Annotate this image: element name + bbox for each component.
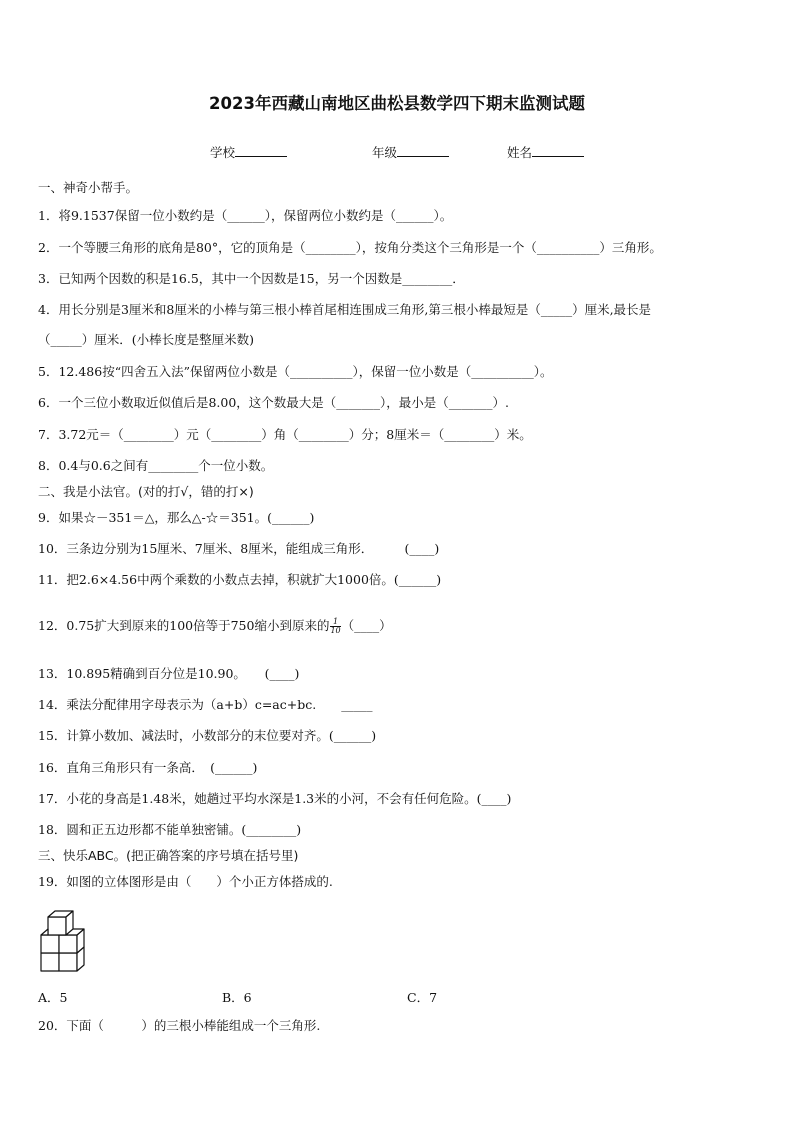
option-c[interactable]: C．7: [407, 990, 438, 1005]
school-field: [210, 143, 287, 161]
question-13: 13．10.895精确到百分位是10.90。 (____): [38, 666, 300, 681]
question-14: 14．乘法分配律用字母表示为（a+b）c=ac+bc. _____: [38, 697, 373, 712]
question-16: 16．直角三角形只有一条高． (______): [38, 760, 258, 775]
section-2-heading: 二、我是小法官。(对的打√，错的打×): [38, 484, 254, 499]
question-1: 1．将9.1537保留一位小数约是（______），保留两位小数约是（______）。: [38, 208, 453, 223]
name-label: 姓名: [507, 145, 533, 160]
name-field: [507, 143, 584, 161]
question-12: [38, 618, 392, 635]
question-8: 8．0.4与0.6之间有________个一位小数。: [38, 458, 274, 473]
grade-field: [372, 143, 449, 161]
fraction-one-tenth: [330, 618, 340, 635]
grade-blank[interactable]: [397, 144, 449, 157]
fraction-denominator: 10: [330, 626, 341, 635]
question-17: 17．小花的身高是1.48米，她趟过平均水深是1.3米的小河，不会有任何危险。(____): [38, 791, 512, 806]
school-label: 学校: [210, 145, 236, 160]
question-18: 18．圆和正五边形都不能单独密铺。(________): [38, 822, 302, 837]
question-15: 15．计算小数加、减法时，小数部分的末位要对齐。(______): [38, 728, 377, 743]
school-blank[interactable]: [235, 144, 287, 157]
question-19: 19．如图的立体图形是由（ ）个小正方体搭成的.: [38, 874, 333, 889]
question-7: 7．3.72元＝（________）元（________）角（________）分；8厘米＝（________）米。: [38, 427, 532, 442]
question-5: 5．12.486按“四舍五入法”保留两位小数是（__________），保留一位小数是（__________）。: [38, 364, 553, 379]
section-1-heading: 一、神奇小帮手。: [38, 180, 139, 195]
question-11: 11．把2.6×4.56中两个乘数的小数点去掉，积就扩大1000倍。(______): [38, 572, 442, 587]
question-4-line-2: （_____）厘米．(小棒长度是整厘米数): [38, 332, 255, 347]
option-a[interactable]: A．5: [38, 990, 68, 1005]
question-9: 9．如果☆－351＝△，那么△-☆＝351。(______): [38, 510, 315, 525]
question-3: 3．已知两个因数的积是16.5，其中一个因数是15，另一个因数是________．: [38, 271, 465, 286]
question-6: 6．一个三位小数取近似值后是8.00，这个数最大是（_______），最小是（_______）.: [38, 395, 510, 410]
question-2: 2．一个等腰三角形的底角是80°，它的顶角是（________），按角分类这个三角形是一个（__________）三角形。: [38, 240, 662, 255]
option-b[interactable]: B．6: [222, 990, 252, 1005]
question-4-line-1: 4．用长分别是3厘米和8厘米的小棒与第三根小棒首尾相连围成三角形,第三根小棒最短是（_____）厘米,最长是: [38, 302, 652, 317]
question-12-text: 12．0.75扩大到原来的100倍等于750缩小到原来的: [38, 618, 330, 633]
fraction-numerator: 1: [330, 618, 340, 627]
name-blank[interactable]: [532, 144, 584, 157]
section-3-heading: 三、快乐ABC。(把正确答案的序号填在括号里): [38, 848, 299, 863]
question-10: 10．三条边分别为15厘米、7厘米、8厘米，能组成三角形． (____): [38, 541, 440, 556]
page-title: 2023年西藏山南地区曲松县数学四下期末监测试题: [209, 94, 585, 113]
question-20: 20．下面（ ）的三根小棒能组成一个三角形.: [38, 1018, 321, 1033]
grade-label: 年级: [372, 145, 398, 160]
question-12-answer: （____）: [341, 618, 392, 633]
cube-stack-figure: [38, 905, 96, 975]
